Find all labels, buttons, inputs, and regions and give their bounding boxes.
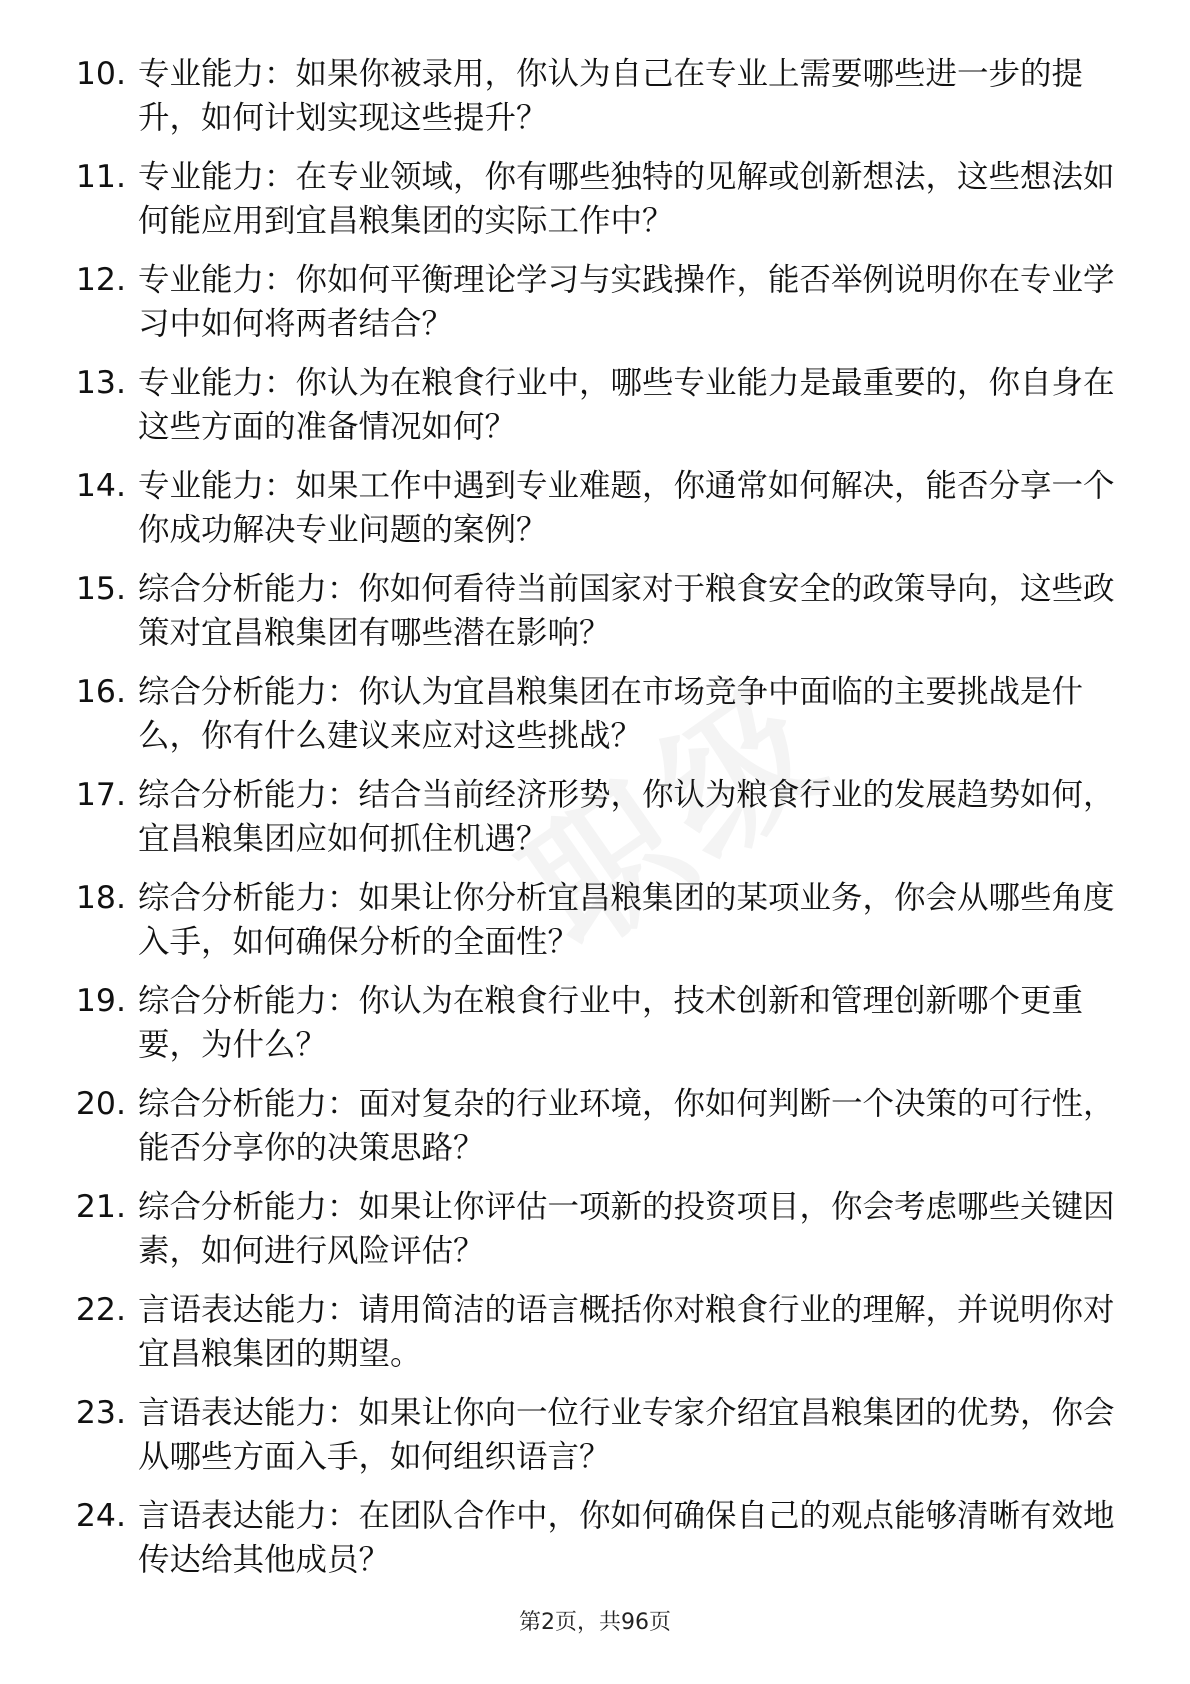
question-text: 言语表达能力：在团队合作中，你如何确保自己的观点能够清晰有效地传达给其他成员？: [138, 1498, 1115, 1578]
question-item: [56, 1391, 1136, 1479]
question-number: 13.: [75, 365, 126, 401]
question-text: 综合分析能力：你如何看待当前国家对于粮食安全的政策导向，这些政策对宜昌粮集团有哪些潜在影响？: [138, 571, 1115, 651]
question-text: 综合分析能力：面对复杂的行业环境，你如何判断一个决策的可行性，能否分享你的决策思路？: [138, 1086, 1115, 1166]
question-item: [56, 773, 1136, 861]
question-item: [56, 1494, 1136, 1582]
question-text: 专业能力：你如何平衡理论学习与实践操作，能否举例说明你在专业学习中如何将两者结合？: [138, 262, 1115, 342]
question-item: [56, 1082, 1136, 1170]
question-number: 17.: [75, 777, 126, 813]
question-number: 14.: [75, 468, 126, 504]
question-text: 专业能力：如果你被录用，你认为自己在专业上需要哪些进一步的提升，如何计划实现这些提升？: [138, 56, 1084, 136]
question-number: 24.: [75, 1498, 126, 1534]
question-item: [56, 979, 1136, 1067]
question-item: [56, 52, 1136, 140]
question-number: 23.: [75, 1395, 126, 1431]
question-item: [56, 361, 1136, 449]
question-text: 综合分析能力：如果让你评估一项新的投资项目，你会考虑哪些关键因素，如何进行风险评估？: [138, 1189, 1115, 1269]
question-number: 19.: [75, 983, 126, 1019]
question-list: [56, 52, 1136, 1597]
question-item: [56, 1185, 1136, 1273]
question-item: [56, 464, 1136, 552]
question-text: 专业能力：在专业领域，你有哪些独特的见解或创新想法，这些想法如何能应用到宜昌粮集团的实际工作中？: [138, 159, 1115, 239]
question-item: [56, 155, 1136, 243]
question-item: [56, 567, 1136, 655]
question-number: 21.: [75, 1189, 126, 1225]
question-text: 综合分析能力：如果让你分析宜昌粮集团的某项业务，你会从哪些角度入手，如何确保分析的全面性？: [138, 880, 1115, 960]
page-number-footer: 第2页，共96页: [519, 1610, 671, 1635]
question-item: [56, 876, 1136, 964]
question-text: 综合分析能力：你认为宜昌粮集团在市场竞争中面临的主要挑战是什么，你有什么建议来应对这些挑战？: [138, 674, 1084, 754]
question-number: 12.: [75, 262, 126, 298]
question-number: 20.: [75, 1086, 126, 1122]
question-item: [56, 258, 1136, 346]
question-number: 16.: [75, 674, 126, 710]
question-text: 言语表达能力：请用简洁的语言概括你对粮食行业的理解，并说明你对宜昌粮集团的期望。: [138, 1292, 1115, 1372]
question-number: 22.: [75, 1292, 126, 1328]
question-text: 专业能力：你认为在粮食行业中，哪些专业能力是最重要的，你自身在这些方面的准备情况如何？: [138, 365, 1115, 445]
question-item: [56, 1288, 1136, 1376]
question-item: [56, 670, 1136, 758]
question-number: 11.: [75, 159, 126, 195]
question-number: 10.: [75, 56, 126, 92]
question-number: 15.: [75, 571, 126, 607]
question-number: 18.: [75, 880, 126, 916]
question-text: 言语表达能力：如果让你向一位行业专家介绍宜昌粮集团的优势，你会从哪些方面入手，如何组织语言？: [138, 1395, 1115, 1475]
question-text: 综合分析能力：你认为在粮食行业中，技术创新和管理创新哪个更重要，为什么？: [138, 983, 1084, 1063]
question-text: 综合分析能力：结合当前经济形势，你认为粮食行业的发展趋势如何，宜昌粮集团应如何抓住机遇？: [138, 777, 1115, 857]
question-text: 专业能力：如果工作中遇到专业难题，你通常如何解决，能否分享一个你成功解决专业问题的案例？: [138, 468, 1115, 548]
